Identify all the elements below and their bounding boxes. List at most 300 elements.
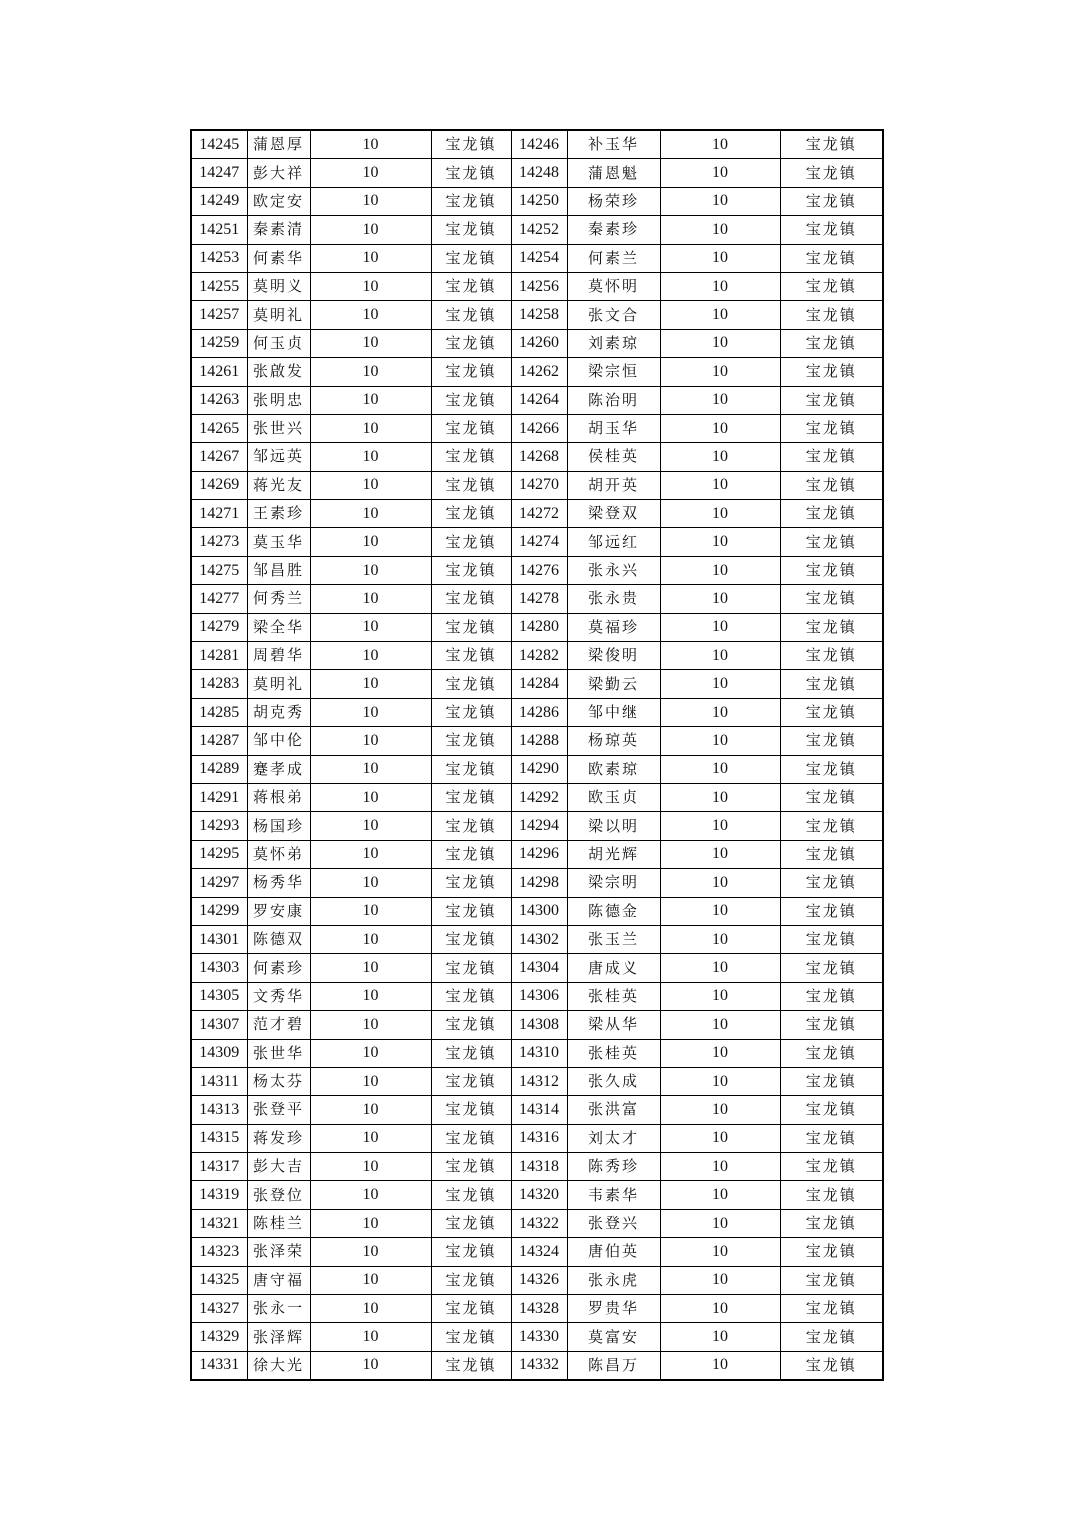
name-cell: 邹昌胜: [247, 556, 310, 584]
id-cell: 14254: [511, 244, 567, 272]
name-cell: 莫明礼: [247, 670, 310, 698]
id-cell: 14255: [191, 272, 247, 300]
name-cell: 梁宗明: [567, 869, 660, 897]
id-cell: 14261: [191, 358, 247, 386]
town-cell: 宝龙镇: [780, 642, 883, 670]
table-row: [191, 1096, 883, 1124]
table-row: [191, 1011, 883, 1039]
table-row: [191, 670, 883, 698]
id-cell: 14292: [511, 783, 567, 811]
amount-cell: 10: [310, 1011, 431, 1039]
name-cell: 陈德金: [567, 897, 660, 925]
name-cell: 张世兴: [247, 414, 310, 442]
town-cell: 宝龙镇: [780, 954, 883, 982]
amount-cell: 10: [660, 386, 780, 414]
name-cell: 刘素琼: [567, 329, 660, 357]
name-cell: 张桂英: [567, 982, 660, 1010]
amount-cell: 10: [310, 783, 431, 811]
amount-cell: 10: [660, 1266, 780, 1294]
town-cell: 宝龙镇: [780, 216, 883, 244]
amount-cell: 10: [660, 216, 780, 244]
name-cell: 梁登双: [567, 500, 660, 528]
town-cell: 宝龙镇: [431, 1266, 511, 1294]
town-cell: 宝龙镇: [780, 783, 883, 811]
name-cell: 张玉兰: [567, 925, 660, 953]
table-row: [191, 187, 883, 215]
amount-cell: 10: [310, 840, 431, 868]
name-cell: 邹中伦: [247, 727, 310, 755]
town-cell: 宝龙镇: [780, 244, 883, 272]
amount-cell: 10: [310, 670, 431, 698]
town-cell: 宝龙镇: [780, 443, 883, 471]
town-cell: 宝龙镇: [431, 500, 511, 528]
town-cell: 宝龙镇: [431, 840, 511, 868]
id-cell: 14300: [511, 897, 567, 925]
amount-cell: 10: [310, 556, 431, 584]
town-cell: 宝龙镇: [431, 443, 511, 471]
table-row: [191, 556, 883, 584]
id-cell: 14312: [511, 1067, 567, 1095]
id-cell: 14326: [511, 1266, 567, 1294]
name-cell: 莫玉华: [247, 528, 310, 556]
town-cell: 宝龙镇: [780, 414, 883, 442]
id-cell: 14302: [511, 925, 567, 953]
amount-cell: 10: [660, 954, 780, 982]
table-row: [191, 812, 883, 840]
table-row: [191, 159, 883, 187]
name-cell: 何秀兰: [247, 585, 310, 613]
amount-cell: 10: [310, 755, 431, 783]
id-cell: 14329: [191, 1323, 247, 1351]
amount-cell: 10: [310, 272, 431, 300]
table-row: [191, 1181, 883, 1209]
name-cell: 周碧华: [247, 642, 310, 670]
id-cell: 14249: [191, 187, 247, 215]
id-cell: 14288: [511, 727, 567, 755]
amount-cell: 10: [660, 556, 780, 584]
name-cell: 张久成: [567, 1067, 660, 1095]
town-cell: 宝龙镇: [431, 358, 511, 386]
amount-cell: 10: [660, 414, 780, 442]
amount-cell: 10: [310, 613, 431, 641]
id-cell: 14282: [511, 642, 567, 670]
amount-cell: 10: [310, 1153, 431, 1181]
name-cell: 张啟发: [247, 358, 310, 386]
amount-cell: 10: [310, 925, 431, 953]
id-cell: 14277: [191, 585, 247, 613]
amount-cell: 10: [310, 329, 431, 357]
name-cell: 陈秀珍: [567, 1153, 660, 1181]
name-cell: 胡玉华: [567, 414, 660, 442]
amount-cell: 10: [310, 414, 431, 442]
amount-cell: 10: [660, 130, 780, 159]
table-row: [191, 783, 883, 811]
amount-cell: 10: [660, 443, 780, 471]
name-cell: 梁俊明: [567, 642, 660, 670]
id-cell: 14299: [191, 897, 247, 925]
town-cell: 宝龙镇: [780, 812, 883, 840]
amount-cell: 10: [660, 1238, 780, 1266]
id-cell: 14265: [191, 414, 247, 442]
id-cell: 14290: [511, 755, 567, 783]
name-cell: 蹇孝成: [247, 755, 310, 783]
table-row: [191, 1039, 883, 1067]
table-row: [191, 358, 883, 386]
town-cell: 宝龙镇: [780, 528, 883, 556]
name-cell: 张登位: [247, 1181, 310, 1209]
id-cell: 14272: [511, 500, 567, 528]
town-cell: 宝龙镇: [780, 1039, 883, 1067]
amount-cell: 10: [310, 443, 431, 471]
amount-cell: 10: [310, 642, 431, 670]
name-cell: 王素珍: [247, 500, 310, 528]
name-cell: 罗贵华: [567, 1295, 660, 1323]
table-row: [191, 1067, 883, 1095]
table-row: [191, 216, 883, 244]
table-row: [191, 1323, 883, 1351]
town-cell: 宝龙镇: [780, 187, 883, 215]
town-cell: 宝龙镇: [780, 1181, 883, 1209]
town-cell: 宝龙镇: [780, 1266, 883, 1294]
table-row: [191, 1238, 883, 1266]
town-cell: 宝龙镇: [431, 925, 511, 953]
name-cell: 杨太芬: [247, 1067, 310, 1095]
town-cell: 宝龙镇: [431, 670, 511, 698]
town-cell: 宝龙镇: [431, 386, 511, 414]
name-cell: 梁以明: [567, 812, 660, 840]
town-cell: 宝龙镇: [780, 272, 883, 300]
id-cell: 14267: [191, 443, 247, 471]
amount-cell: 10: [660, 840, 780, 868]
name-cell: 彭大吉: [247, 1153, 310, 1181]
name-cell: 范才碧: [247, 1011, 310, 1039]
id-cell: 14270: [511, 471, 567, 499]
id-cell: 14269: [191, 471, 247, 499]
town-cell: 宝龙镇: [780, 159, 883, 187]
id-cell: 14260: [511, 329, 567, 357]
id-cell: 14278: [511, 585, 567, 613]
name-cell: 蒋发珍: [247, 1124, 310, 1152]
name-cell: 张登平: [247, 1096, 310, 1124]
amount-cell: 10: [660, 897, 780, 925]
id-cell: 14251: [191, 216, 247, 244]
town-cell: 宝龙镇: [431, 982, 511, 1010]
table-row: [191, 982, 883, 1010]
name-cell: 蒲恩魁: [567, 159, 660, 187]
town-cell: 宝龙镇: [431, 216, 511, 244]
id-cell: 14281: [191, 642, 247, 670]
id-cell: 14253: [191, 244, 247, 272]
table-row: [191, 613, 883, 641]
town-cell: 宝龙镇: [431, 301, 511, 329]
amount-cell: 10: [310, 500, 431, 528]
table-row: [191, 272, 883, 300]
table-row: [191, 954, 883, 982]
amount-cell: 10: [660, 812, 780, 840]
amount-cell: 10: [310, 1039, 431, 1067]
town-cell: 宝龙镇: [431, 187, 511, 215]
id-cell: 14284: [511, 670, 567, 698]
name-cell: 陈德双: [247, 925, 310, 953]
town-cell: 宝龙镇: [431, 1238, 511, 1266]
name-cell: 张永虎: [567, 1266, 660, 1294]
name-cell: 韦素华: [567, 1181, 660, 1209]
table-row: [191, 869, 883, 897]
id-cell: 14257: [191, 301, 247, 329]
table-row: [191, 301, 883, 329]
town-cell: 宝龙镇: [780, 585, 883, 613]
name-cell: 何素兰: [567, 244, 660, 272]
name-cell: 张文合: [567, 301, 660, 329]
id-cell: 14309: [191, 1039, 247, 1067]
amount-cell: 10: [310, 1295, 431, 1323]
name-cell: 张洪富: [567, 1096, 660, 1124]
name-cell: 张明忠: [247, 386, 310, 414]
amount-cell: 10: [660, 642, 780, 670]
name-cell: 秦素清: [247, 216, 310, 244]
amount-cell: 10: [660, 925, 780, 953]
name-cell: 何素珍: [247, 954, 310, 982]
table-row: [191, 130, 883, 159]
town-cell: 宝龙镇: [431, 869, 511, 897]
id-cell: 14323: [191, 1238, 247, 1266]
town-cell: 宝龙镇: [431, 613, 511, 641]
id-cell: 14327: [191, 1295, 247, 1323]
amount-cell: 10: [310, 1181, 431, 1209]
name-cell: 张泽荣: [247, 1238, 310, 1266]
table-row: [191, 386, 883, 414]
town-cell: 宝龙镇: [431, 471, 511, 499]
id-cell: 14274: [511, 528, 567, 556]
town-cell: 宝龙镇: [431, 1351, 511, 1380]
town-cell: 宝龙镇: [431, 585, 511, 613]
name-cell: 彭大祥: [247, 159, 310, 187]
name-cell: 陈昌万: [567, 1351, 660, 1380]
amount-cell: 10: [310, 727, 431, 755]
amount-cell: 10: [660, 187, 780, 215]
amount-cell: 10: [310, 1067, 431, 1095]
name-cell: 杨秀华: [247, 869, 310, 897]
name-cell: 张世华: [247, 1039, 310, 1067]
amount-cell: 10: [660, 272, 780, 300]
id-cell: 14297: [191, 869, 247, 897]
name-cell: 胡光辉: [567, 840, 660, 868]
id-cell: 14304: [511, 954, 567, 982]
id-cell: 14263: [191, 386, 247, 414]
id-cell: 14276: [511, 556, 567, 584]
id-cell: 14301: [191, 925, 247, 953]
name-cell: 梁全华: [247, 613, 310, 641]
amount-cell: 10: [660, 755, 780, 783]
town-cell: 宝龙镇: [431, 642, 511, 670]
amount-cell: 10: [660, 1096, 780, 1124]
town-cell: 宝龙镇: [780, 1238, 883, 1266]
id-cell: 14246: [511, 130, 567, 159]
amount-cell: 10: [310, 159, 431, 187]
id-cell: 14259: [191, 329, 247, 357]
table-row: [191, 840, 883, 868]
table-row: [191, 1124, 883, 1152]
town-cell: 宝龙镇: [780, 869, 883, 897]
table-row: [191, 1351, 883, 1380]
name-cell: 唐成义: [567, 954, 660, 982]
town-cell: 宝龙镇: [431, 414, 511, 442]
amount-cell: 10: [310, 358, 431, 386]
name-cell: 张登兴: [567, 1209, 660, 1237]
id-cell: 14331: [191, 1351, 247, 1380]
amount-cell: 10: [310, 954, 431, 982]
table-row: [191, 414, 883, 442]
town-cell: 宝龙镇: [780, 358, 883, 386]
amount-cell: 10: [660, 471, 780, 499]
name-cell: 张泽辉: [247, 1323, 310, 1351]
name-cell: 莫怀弟: [247, 840, 310, 868]
amount-cell: 10: [310, 301, 431, 329]
id-cell: 14291: [191, 783, 247, 811]
table-row: [191, 1295, 883, 1323]
name-cell: 杨琼英: [567, 727, 660, 755]
amount-cell: 10: [310, 1266, 431, 1294]
id-cell: 14248: [511, 159, 567, 187]
amount-cell: 10: [660, 1351, 780, 1380]
town-cell: 宝龙镇: [780, 755, 883, 783]
amount-cell: 10: [660, 329, 780, 357]
id-cell: 14283: [191, 670, 247, 698]
name-cell: 张永兴: [567, 556, 660, 584]
id-cell: 14322: [511, 1209, 567, 1237]
name-cell: 莫福珍: [567, 613, 660, 641]
name-cell: 欧定安: [247, 187, 310, 215]
id-cell: 14308: [511, 1011, 567, 1039]
town-cell: 宝龙镇: [431, 159, 511, 187]
id-cell: 14305: [191, 982, 247, 1010]
name-cell: 蒋光友: [247, 471, 310, 499]
id-cell: 14310: [511, 1039, 567, 1067]
id-cell: 14287: [191, 727, 247, 755]
id-cell: 14328: [511, 1295, 567, 1323]
town-cell: 宝龙镇: [431, 130, 511, 159]
name-cell: 梁勤云: [567, 670, 660, 698]
amount-cell: 10: [310, 897, 431, 925]
amount-cell: 10: [660, 1209, 780, 1237]
town-cell: 宝龙镇: [780, 329, 883, 357]
amount-cell: 10: [310, 471, 431, 499]
town-cell: 宝龙镇: [431, 1039, 511, 1067]
name-cell: 欧素琼: [567, 755, 660, 783]
name-cell: 补玉华: [567, 130, 660, 159]
amount-cell: 10: [660, 698, 780, 726]
table-row: [191, 528, 883, 556]
name-cell: 刘太才: [567, 1124, 660, 1152]
amount-cell: 10: [660, 1011, 780, 1039]
name-cell: 莫明礼: [247, 301, 310, 329]
id-cell: 14324: [511, 1238, 567, 1266]
name-cell: 陈桂兰: [247, 1209, 310, 1237]
amount-cell: 10: [660, 358, 780, 386]
name-cell: 胡克秀: [247, 698, 310, 726]
amount-cell: 10: [310, 1124, 431, 1152]
amount-cell: 10: [660, 159, 780, 187]
town-cell: 宝龙镇: [431, 329, 511, 357]
amount-cell: 10: [660, 1067, 780, 1095]
id-cell: 14318: [511, 1153, 567, 1181]
name-cell: 欧玉贞: [567, 783, 660, 811]
name-cell: 杨国珍: [247, 812, 310, 840]
id-cell: 14266: [511, 414, 567, 442]
name-cell: 张桂英: [567, 1039, 660, 1067]
id-cell: 14256: [511, 272, 567, 300]
roster-table: [190, 129, 884, 1381]
name-cell: 梁宗恒: [567, 358, 660, 386]
id-cell: 14289: [191, 755, 247, 783]
town-cell: 宝龙镇: [431, 812, 511, 840]
id-cell: 14295: [191, 840, 247, 868]
town-cell: 宝龙镇: [780, 897, 883, 925]
id-cell: 14268: [511, 443, 567, 471]
town-cell: 宝龙镇: [431, 897, 511, 925]
amount-cell: 10: [310, 1209, 431, 1237]
name-cell: 蒋根弟: [247, 783, 310, 811]
amount-cell: 10: [660, 1124, 780, 1152]
amount-cell: 10: [310, 528, 431, 556]
id-cell: 14332: [511, 1351, 567, 1380]
amount-cell: 10: [660, 500, 780, 528]
amount-cell: 10: [660, 301, 780, 329]
name-cell: 秦素珍: [567, 216, 660, 244]
town-cell: 宝龙镇: [780, 1096, 883, 1124]
town-cell: 宝龙镇: [780, 1295, 883, 1323]
town-cell: 宝龙镇: [780, 500, 883, 528]
id-cell: 14280: [511, 613, 567, 641]
table-row: [191, 1153, 883, 1181]
id-cell: 14298: [511, 869, 567, 897]
amount-cell: 10: [310, 869, 431, 897]
amount-cell: 10: [660, 783, 780, 811]
name-cell: 陈治明: [567, 386, 660, 414]
amount-cell: 10: [660, 1181, 780, 1209]
id-cell: 14262: [511, 358, 567, 386]
id-cell: 14325: [191, 1266, 247, 1294]
amount-cell: 10: [310, 812, 431, 840]
amount-cell: 10: [310, 1238, 431, 1266]
town-cell: 宝龙镇: [431, 1067, 511, 1095]
table-row: [191, 1266, 883, 1294]
amount-cell: 10: [310, 216, 431, 244]
town-cell: 宝龙镇: [431, 556, 511, 584]
id-cell: 14247: [191, 159, 247, 187]
id-cell: 14307: [191, 1011, 247, 1039]
name-cell: 莫明义: [247, 272, 310, 300]
town-cell: 宝龙镇: [780, 1011, 883, 1039]
roster-table-body: [191, 130, 883, 1380]
name-cell: 侯桂英: [567, 443, 660, 471]
amount-cell: 10: [660, 869, 780, 897]
table-row: [191, 585, 883, 613]
town-cell: 宝龙镇: [431, 244, 511, 272]
id-cell: 14250: [511, 187, 567, 215]
table-row: [191, 897, 883, 925]
id-cell: 14314: [511, 1096, 567, 1124]
name-cell: 何玉贞: [247, 329, 310, 357]
town-cell: 宝龙镇: [780, 1351, 883, 1380]
town-cell: 宝龙镇: [431, 698, 511, 726]
town-cell: 宝龙镇: [431, 1124, 511, 1152]
table-row: [191, 698, 883, 726]
town-cell: 宝龙镇: [780, 613, 883, 641]
town-cell: 宝龙镇: [780, 556, 883, 584]
amount-cell: 10: [310, 1351, 431, 1380]
amount-cell: 10: [310, 698, 431, 726]
